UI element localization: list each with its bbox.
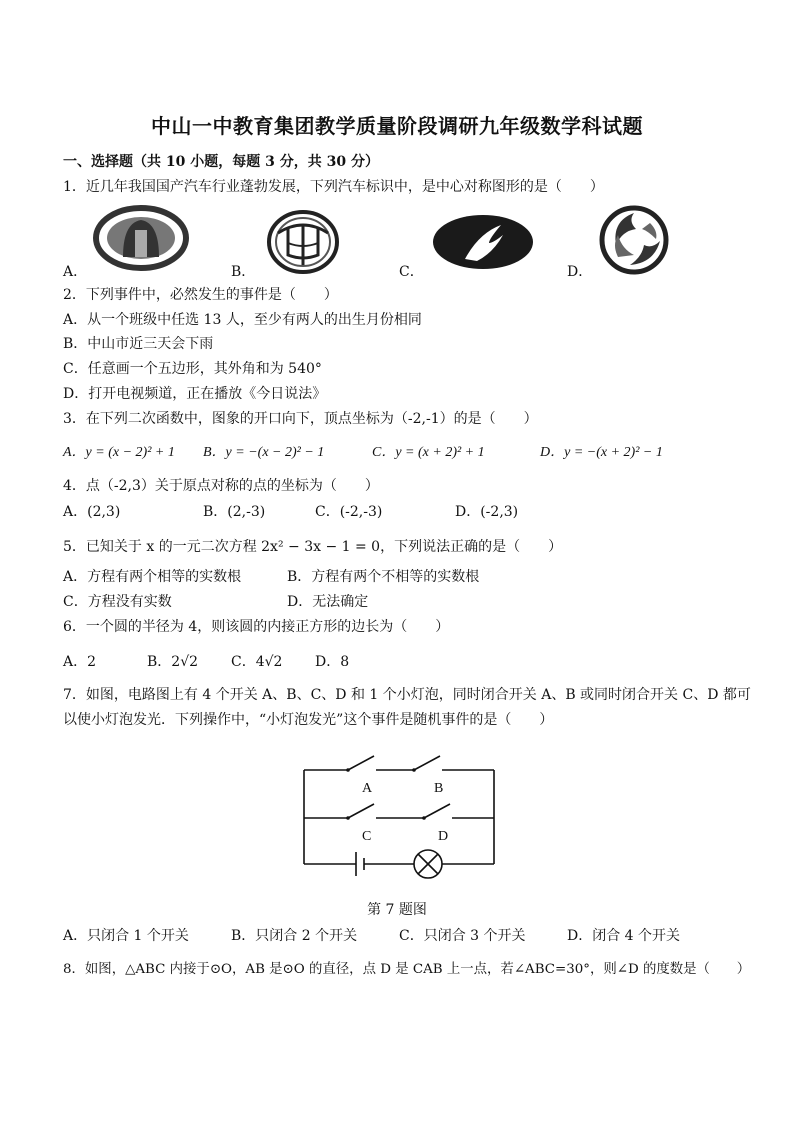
q5-option-a: A．方程有两个相等的实数根 — [63, 569, 242, 585]
q4-option-d: D．(-2,3) — [455, 504, 519, 520]
q2-option-c: C．任意画一个五边形，其外角和为 540° — [63, 361, 322, 377]
q5-option-b: B．方程有两个不相等的实数根 — [287, 569, 480, 585]
q7-option-a: A．只闭合 1 个开关 — [63, 928, 189, 944]
q2-stem: 2．下列事件中，必然发生的事件是（ ） — [63, 287, 338, 303]
oval-wing-icon — [431, 213, 535, 271]
q8-stem: 8．如图，△ABC 内接于⊙O，AB 是⊙O 的直径，点 D 是 CAB 上一点，若∠ABC=30°，则∠D 的度数是（ ） — [63, 962, 751, 977]
switch-label-c: C — [362, 829, 372, 844]
q1-option-c: C． — [399, 264, 424, 280]
q1-option-d: D． — [567, 264, 593, 280]
q1-option-b: B． — [231, 264, 256, 280]
q3-option-c: C．y = (x + 2)² + 1 — [372, 445, 485, 460]
q5-stem: 5．已知关于 x 的一元二次方程 2x² − 3x − 1 = 0，下列说法正确的是（ ） — [63, 539, 563, 555]
q6-option-c: C．4√2 — [231, 654, 283, 670]
q4-option-a: A．(2,3) — [63, 504, 121, 520]
q2-option-d: D．打开电视频道，正在播放《今日说法》 — [63, 386, 327, 402]
switch-label-d: D — [438, 829, 449, 844]
q2-option-b: B．中山市近三天会下雨 — [63, 336, 214, 352]
q6-option-b: B．2√2 — [147, 654, 199, 670]
q7-option-c: C．只闭合 3 个开关 — [399, 928, 526, 944]
q1-stem: 1．近几年我国国产汽车行业蓬勃发展，下列汽车标识中，是中心对称图形的是（ ） — [63, 179, 604, 195]
oval-emblem-icon — [93, 205, 189, 271]
circuit-diagram — [296, 748, 502, 884]
section-heading: 一、选择题（共 10 小题，每题 3 分，共 30 分） — [63, 154, 379, 170]
page-title: 中山一中教育集团教学质量阶段调研九年级数学科试题 — [151, 114, 643, 138]
q4-option-b: B．(2,-3) — [203, 504, 266, 520]
q5-option-c: C．方程没有实数 — [63, 594, 172, 610]
q3-option-a: A．y = (x − 2)² + 1 — [63, 445, 175, 460]
q6-stem: 6．一个圆的半径为 4，则该圆的内接正方形的边长为（ ） — [63, 619, 450, 635]
q6-option-d: D．8 — [315, 654, 350, 670]
q4-stem: 4．点（-2,3）关于原点对称的点的坐标为（ ） — [63, 478, 379, 494]
q7-option-b: B．只闭合 2 个开关 — [231, 928, 358, 944]
q7-stem-line1: 7．如图，电路图上有 4 个开关 A、B、C、D 和 1 个小灯泡，同时闭合开关 A、B 或同时闭合开关 C、D 都可 — [63, 687, 751, 703]
q3-option-d: D．y = −(x + 2)² − 1 — [540, 445, 663, 460]
q4-option-c: C．(-2,-3) — [315, 504, 383, 520]
switch-label-b: B — [434, 781, 444, 796]
q7-stem-line2: 以使小灯泡发光．下列操作中，“小灯泡发光”这个事件是随机事件的是（ ） — [63, 712, 554, 728]
q6-option-a: A．2 — [63, 654, 97, 670]
q3-option-b: B．y = −(x − 2)² − 1 — [203, 445, 325, 460]
circle-swirl-icon — [598, 205, 670, 275]
q1-option-a: A． — [63, 264, 88, 280]
circle-emblem-icon — [266, 209, 340, 275]
switch-label-a: A — [362, 781, 373, 796]
q5-option-d: D．无法确定 — [287, 594, 369, 610]
q3-stem: 3．在下列二次函数中，图象的开口向下，顶点坐标为（-2,-1）的是（ ） — [63, 411, 538, 427]
figure-caption: 第 7 题图 — [367, 902, 427, 918]
q7-option-d: D．闭合 4 个开关 — [567, 928, 681, 944]
q2-option-a: A．从一个班级中任选 13 人，至少有两人的出生月份相同 — [63, 312, 422, 328]
